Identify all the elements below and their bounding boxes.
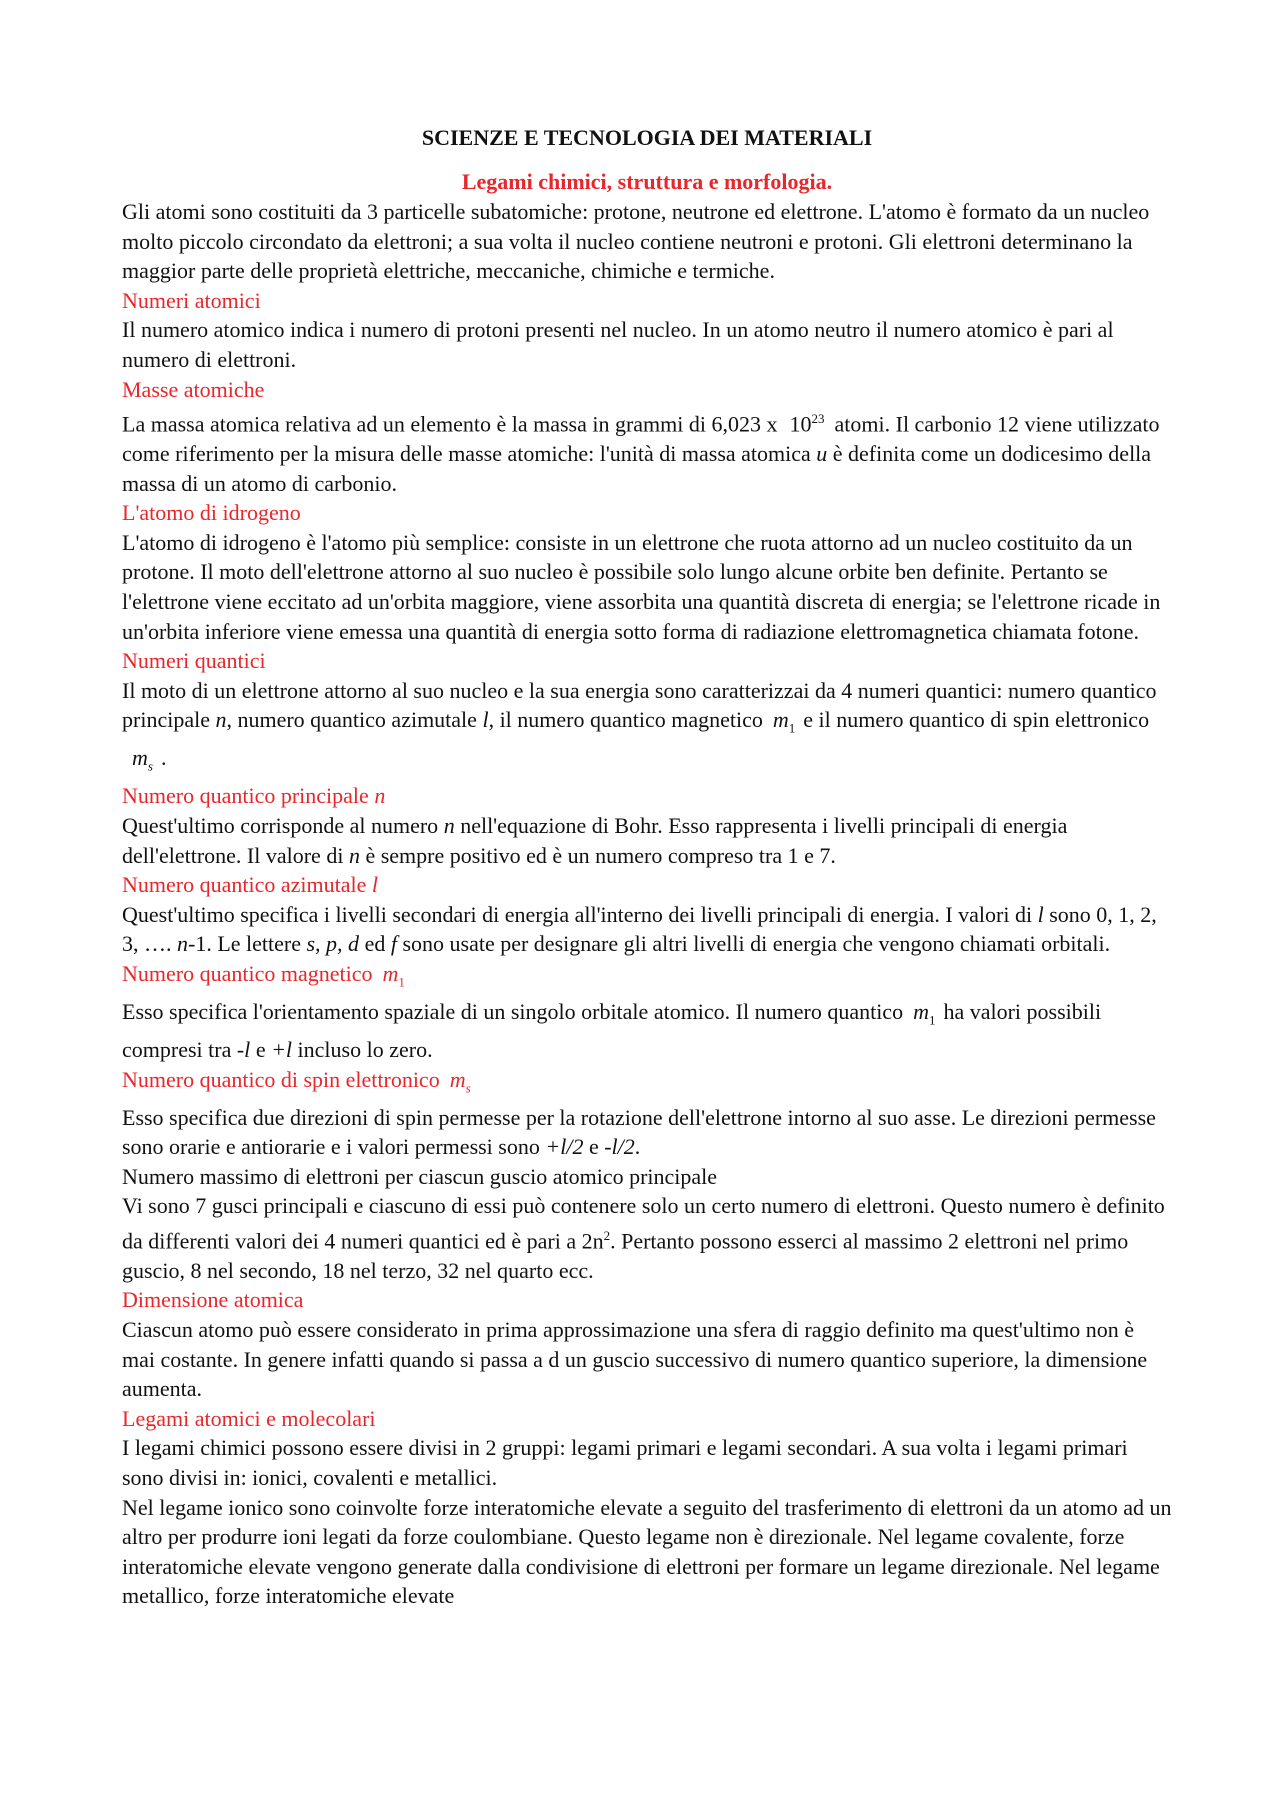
paragraph-atomo-idrogeno: L'atomo di idrogeno è l'atomo più semplice: consiste in un elettrone che ruota attorno ad un nucleo costituito da un protone. Il moto dell'elettrone attorno al suo nucleo è possibile solo lungo alcune orbite ben definite. Pertanto se l'elettrone viene eccitato ad un'orbita maggiore, viene assorbita una quantità discreta di energia; se l'elettrone ricade in un'orbita inferiore viene emessa una quantità di energia sotto forma di radiazione elettromagnetica chiamata fotone. — [122, 529, 1161, 644]
paragraph-numeri-quantici: Il moto di un elettrone attorno al suo nucleo e la sua energia sono caratterizzai da 4 numeri quantici: numero quantico principale n, numero quantico azimutale l, il numero quantico magnetico $m_1$ e il numero quantico di spin elettronicom$_s$ . — [122, 676, 1172, 782]
paragraph-dimensione: Ciascun atomo può essere considerato in prima approssimazione una sfera di raggio definito ma quest'ultimo non è mai costante. In genere infatti quando si passa a d un guscio successivo di numero quantico superiore, la dimensione aumenta. — [122, 1316, 1148, 1402]
heading-principale: Numero quantico principale n — [122, 783, 386, 809]
paragraph-masse-atomiche: La massa atomica relativa ad un elemento è la massa in grammi di 6,023 x $10^{23}$ atomi. Il carbonio 12 viene utilizzato come riferimento per la misura delle masse atomiche: l'unità di massa atomica u è definita come un dodicesimo della massa di un atomo di carbonio. — [122, 404, 1172, 498]
symbol-m1: $m_1$ — [772, 707, 796, 736]
document-subtitle: Legami chimici, struttura e morfologia. — [461, 169, 833, 194]
paragraph-legami-1: I legami chimici possono essere divisi in 2 gruppi: legami primari e legami secondari. A sua volta i legami primari sono divisi in: ionici, covalenti e metallici. — [122, 1435, 1128, 1490]
paragraph-magnetico: Esso specifica l'orientamento spaziale di un singolo orbitale atomico. Il numero quantico $m_1$ ha valori possibili compresi tra -l e +l incluso lo zero. — [122, 998, 1102, 1062]
paragraph-massimo: Vi sono 7 gusci principali e ciascuno di essi può contenere solo un certo numero di elettroni. Questo numero è definito da differenti valori dei 4 numeri quantici ed è pari a $2n^2$. Pertanto possono esserci al massimo 2 elettroni nel primo guscio, 8 nel secondo, 18 nel terzo, 32 nel quarto ecc. — [122, 1193, 1165, 1283]
symbol-ms: $m_s$ — [132, 745, 153, 774]
heading-azimutale: Numero quantico azimutale l — [122, 872, 378, 898]
paragraph-principale: Quest'ultimo corrisponde al numero n nell'equazione di Bohr. Esso rappresenta i livelli principali di energia dell'elettrone. Il valore di n è sempre positivo ed è un numero compreso tra 1 e 7. — [122, 812, 1068, 868]
paragraph-spin: Esso specifica due direzioni di spin permesse per la rotazione dell'elettrone intorno al suo asse. Le direzioni permesse sono orarie e antiorarie e i valori permessi sono +l/2 e -l/2. — [122, 1104, 1156, 1160]
heading-atomo-idrogeno: L'atomo di idrogeno — [122, 500, 301, 526]
heading-masse-atomiche: Masse atomiche — [122, 376, 265, 402]
symbol-m1-inline: $m_1$ — [913, 998, 936, 1028]
heading-spin: Numero quantico di spin elettronico $m_s$ — [122, 1066, 471, 1095]
heading-legami: Legami atomici e molecolari — [122, 1405, 376, 1431]
heading-numeri-quantici: Numeri quantici — [122, 648, 266, 674]
heading-dimensione: Dimensione atomica — [122, 1287, 304, 1313]
paragraph-legami-2: Nel legame ionico sono coinvolte forze interatomiche elevate a seguito del trasferimento di elettroni da un atomo ad un altro per produrre ioni legati da forze coulombiane. Questo legame non è direzionale. Nel legame covalente, forze interatomiche elevate vengono generate dalla condivisione di elettroni per formare un legame direzionale. Nel legame metallico, forze interatomiche elevate — [122, 1494, 1172, 1609]
heading-numeri-atomici: Numeri atomici — [122, 287, 261, 313]
document-body — [122, 197, 1172, 1611]
heading-massimo: Numero massimo di elettroni per ciascun guscio atomico principale — [122, 1163, 718, 1189]
intro-paragraph: Gli atomi sono costituiti da 3 particelle subatomiche: protone, neutrone ed elettrone. L'atomo è formato da un nucleo molto piccolo circondato da elettroni; a sua volta il nucleo contiene neutroni e protoni. Gli elettroni determinano la maggior parte delle proprietà elettriche, meccaniche, chimiche e termiche. — [122, 199, 1150, 284]
paragraph-azimutale: Quest'ultimo specifica i livelli secondari di energia all'interno dei livelli principali di energia. I valori di l sono 0, 1, 2, 3, …. n-1. Le lettere s, p, d ed f sono usate per designare gli altri livelli di energia che vengono chiamati orbitali. — [122, 901, 1157, 957]
avogadro-power: $10^{23}$ — [789, 411, 825, 437]
heading-magnetico: Numero quantico magnetico $m_1$ — [122, 960, 405, 990]
paragraph-numeri-atomici: Il numero atomico indica i numero di protoni presenti nel nucleo. In un atomo neutro il numero atomico è pari al numero di elettroni. — [122, 317, 1114, 372]
document-title: SCIENZE E TECNOLOGIA DEI MATERIALI — [421, 125, 873, 150]
